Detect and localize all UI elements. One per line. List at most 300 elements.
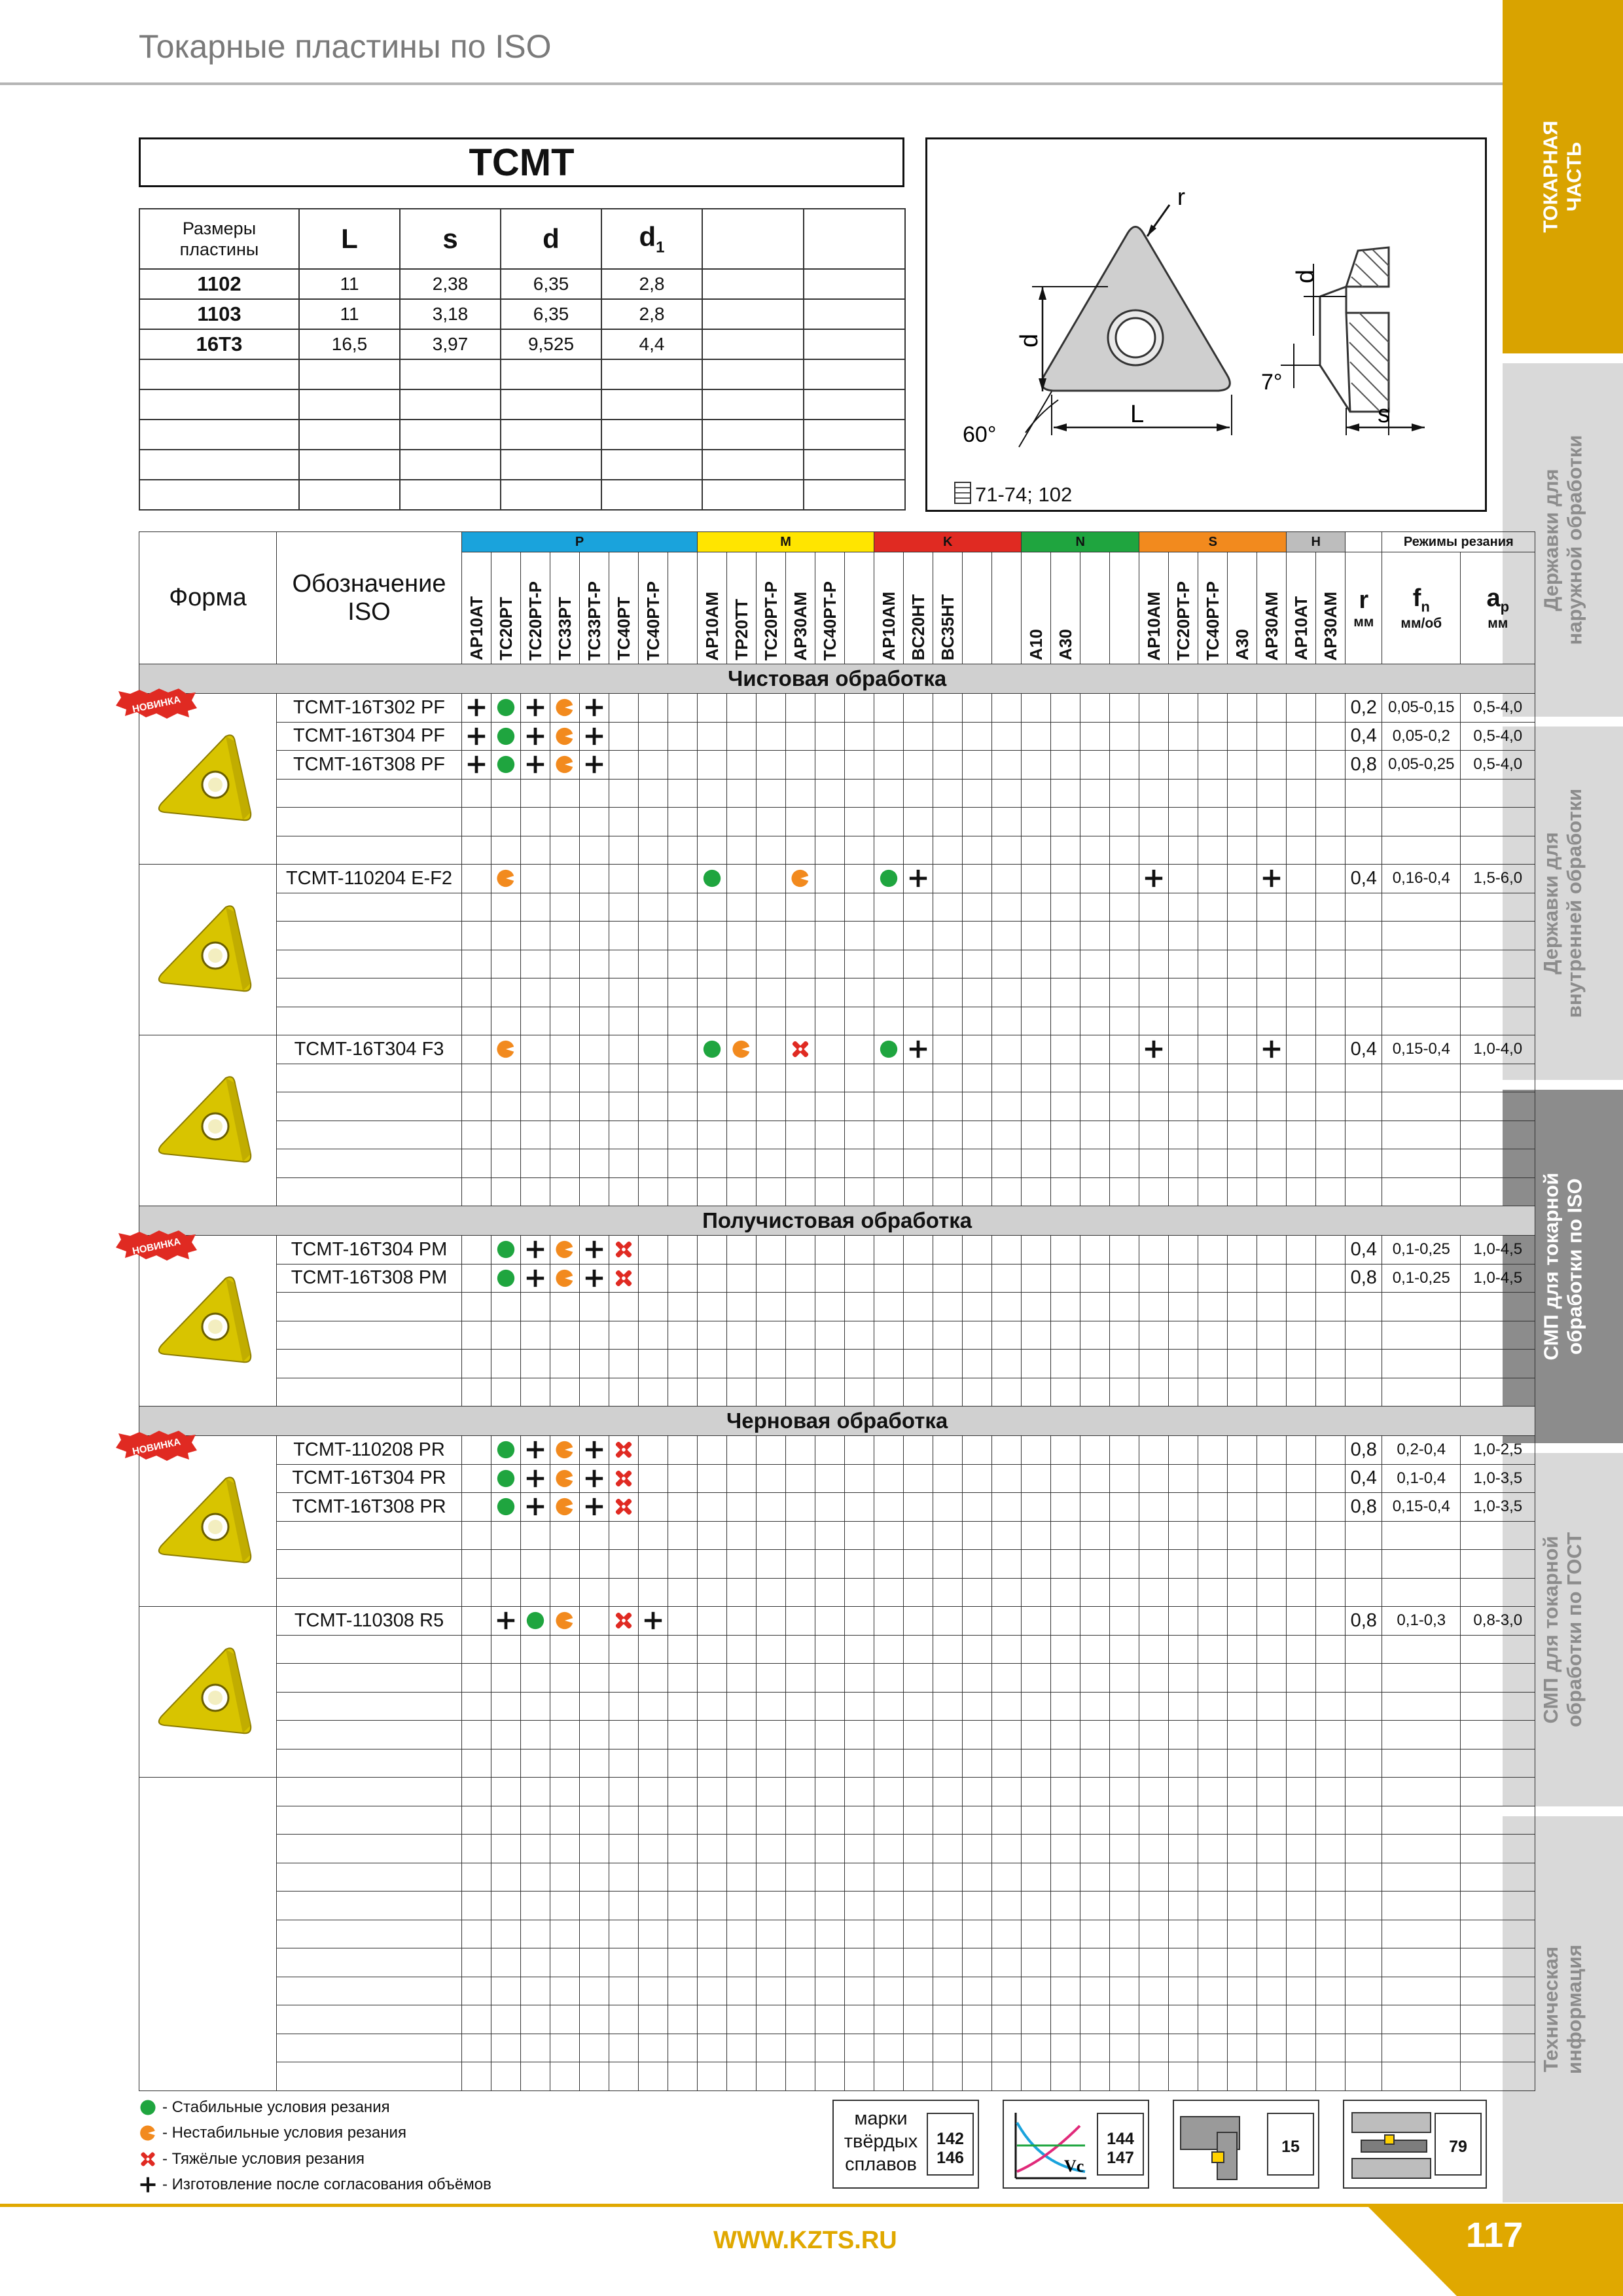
empty-cell: [1461, 1578, 1535, 1607]
grade-mark-cell: [550, 1607, 580, 1636]
fn-value: 0,1-0,4: [1382, 1464, 1461, 1493]
empty-cell: [1198, 1493, 1228, 1522]
empty-cell: [1316, 2062, 1346, 2091]
empty-cell: [874, 751, 904, 780]
form-cell: [139, 1607, 277, 1778]
empty-cell: [1080, 1977, 1110, 2005]
empty-cell: [904, 694, 933, 723]
empty-cell: [400, 359, 501, 389]
empty-cell: [462, 1092, 491, 1121]
size-header-label: Размеры пластины: [139, 209, 299, 269]
grade-mark-cell: [580, 751, 609, 780]
ref-speed-box[interactable]: [1003, 2100, 1149, 2189]
empty-cell: [609, 1321, 639, 1350]
empty-cell: [757, 1493, 786, 1522]
empty-cell: [874, 1892, 904, 1920]
empty-cell: [1051, 1264, 1080, 1293]
empty-cell: [1257, 1064, 1287, 1092]
empty-cell: [815, 1177, 845, 1206]
empty-cell: [1257, 1977, 1287, 2005]
empty-cell: [933, 978, 963, 1007]
empty-cell: [1139, 1806, 1169, 1835]
empty-cell: [815, 1464, 845, 1493]
empty-cell: [845, 1749, 874, 1778]
table-row: [139, 1436, 1535, 1465]
empty-cell: [786, 1607, 815, 1636]
size-row: [139, 329, 905, 359]
empty-cell: [277, 1521, 462, 1550]
empty-cell: [609, 2034, 639, 2062]
ref-external-holder-box[interactable]: [1173, 2100, 1319, 2189]
empty-cell: [1228, 1236, 1257, 1265]
empty-cell: [1228, 1692, 1257, 1721]
empty-cell: [491, 1920, 521, 1948]
empty-cell: [1228, 1436, 1257, 1465]
empty-cell: [1169, 779, 1198, 808]
empty-cell: [845, 1321, 874, 1350]
empty-cell: [1198, 1436, 1228, 1465]
empty-cell: [1139, 893, 1169, 922]
empty-cell: [1198, 1121, 1228, 1149]
empty-cell: [277, 893, 462, 922]
size-row: [139, 269, 905, 299]
empty-cell: [1198, 1578, 1228, 1607]
empty-cell: [1287, 2062, 1316, 2091]
empty-cell: [1110, 922, 1139, 950]
empty-cell: [1461, 1721, 1535, 1749]
empty-cell: [1198, 751, 1228, 780]
empty-cell: [609, 1892, 639, 1920]
size-value: 6,35: [501, 299, 601, 329]
empty-cell: [963, 779, 992, 808]
ap-value: 0,5-4,0: [1461, 722, 1535, 751]
empty-cell: [874, 1948, 904, 1977]
empty-cell: [1461, 922, 1535, 950]
empty-cell: [1316, 1863, 1346, 1892]
empty-cell: [1257, 1664, 1287, 1693]
empty-cell: [904, 1064, 933, 1092]
empty-cell: [933, 1007, 963, 1035]
empty-cell: [698, 1664, 727, 1693]
empty-cell: [1382, 1177, 1461, 1206]
empty-cell: [1382, 1121, 1461, 1149]
grade-mark-cell: [491, 1607, 521, 1636]
empty-cell: [1139, 978, 1169, 1007]
ap-value: 1,0-2,5: [1461, 1436, 1535, 1465]
empty-cell: [1382, 1149, 1461, 1178]
empty-cell: [1287, 1550, 1316, 1579]
empty-cell: [1022, 1436, 1051, 1465]
empty-cell: [815, 1635, 845, 1664]
empty-cell: [963, 865, 992, 893]
empty-cell: [668, 1236, 698, 1265]
empty-cell: [1382, 2005, 1461, 2034]
empty-cell: [609, 751, 639, 780]
grade-header: [1110, 552, 1139, 664]
empty-cell: [1080, 1007, 1110, 1035]
heavy-conditions-icon: [613, 1268, 634, 1289]
empty-cell: [400, 420, 501, 450]
empty-cell: [1316, 1778, 1346, 1806]
empty-cell: [1257, 751, 1287, 780]
empty-cell: [668, 694, 698, 723]
empty-cell: [845, 1493, 874, 1522]
on-request-icon: [584, 1239, 605, 1260]
empty-cell: [874, 2034, 904, 2062]
empty-cell: [1346, 1550, 1382, 1579]
empty-cell: [757, 1664, 786, 1693]
table-row: [139, 1064, 1535, 1092]
empty-cell: [1139, 1121, 1169, 1149]
empty-cell: [933, 1350, 963, 1378]
empty-cell: [757, 865, 786, 893]
iso-designation: TCMT-110208 PR: [277, 1436, 462, 1465]
website-link[interactable]: WWW.KZTS.RU: [713, 2227, 897, 2254]
empty-cell: [698, 1149, 727, 1178]
empty-cell: [1198, 1550, 1228, 1579]
empty-cell: [815, 1863, 845, 1892]
ref-grades-box[interactable]: марки твёрдых сплавов 142 146: [832, 2100, 979, 2189]
empty-cell: [668, 1264, 698, 1293]
empty-cell: [639, 779, 668, 808]
empty-cell: [1110, 1035, 1139, 1064]
empty-cell: [1051, 779, 1080, 808]
empty-cell: [1169, 1236, 1198, 1265]
empty-cell: [1461, 1321, 1535, 1350]
empty-cell: [462, 2062, 491, 2091]
unstable-conditions-icon: [554, 754, 575, 775]
empty-cell: [874, 1121, 904, 1149]
empty-cell: [727, 1721, 757, 1749]
empty-cell: [1169, 1692, 1198, 1721]
empty-cell: [1346, 2034, 1382, 2062]
size-row: [139, 359, 905, 389]
empty-cell: [550, 1835, 580, 1863]
empty-cell: [668, 1350, 698, 1378]
empty-cell: [1022, 1721, 1051, 1749]
empty-cell: [639, 865, 668, 893]
empty-cell: [786, 836, 815, 865]
empty-cell: [702, 450, 804, 480]
empty-cell: [904, 751, 933, 780]
empty-cell: [609, 1749, 639, 1778]
empty-cell: [757, 1920, 786, 1948]
grade-mark-cell: [521, 751, 550, 780]
empty-cell: [963, 1778, 992, 1806]
grade-mark-cell: [1139, 1035, 1169, 1064]
empty-cell: [874, 1721, 904, 1749]
iso-designation: TCMT-16T308 PF: [277, 751, 462, 780]
empty-cell: [727, 836, 757, 865]
empty-cell: [1051, 950, 1080, 978]
grade-mark-cell: [491, 1464, 521, 1493]
grade-mark-cell: [550, 1493, 580, 1522]
empty-cell: [550, 1521, 580, 1550]
grade-mark-cell: [550, 722, 580, 751]
empty-cell: [1316, 1749, 1346, 1778]
empty-cell: [698, 1092, 727, 1121]
empty-cell: [1051, 1092, 1080, 1121]
empty-cell: [491, 1721, 521, 1749]
stable-conditions-icon: [495, 754, 516, 775]
on-request-icon: [1143, 868, 1164, 889]
on-request-icon: [466, 754, 487, 775]
empty-cell: [462, 893, 491, 922]
stable-conditions-icon: [878, 868, 899, 889]
empty-cell: [815, 1920, 845, 1948]
empty-cell: [698, 1892, 727, 1920]
table-row: [139, 1493, 1535, 1522]
empty-cell: [462, 836, 491, 865]
empty-cell: [1228, 1035, 1257, 1064]
empty-cell: [1051, 694, 1080, 723]
grade-header: TC40PT-P: [639, 552, 668, 664]
empty-cell: [550, 1007, 580, 1035]
empty-cell: [698, 1464, 727, 1493]
table-row: [139, 2034, 1535, 2062]
empty-cell: [609, 779, 639, 808]
empty-cell: [1169, 1378, 1198, 1407]
empty-cell: [668, 1321, 698, 1350]
empty-cell: [1382, 836, 1461, 865]
empty-cell: [277, 1806, 462, 1835]
empty-cell: [786, 1778, 815, 1806]
empty-cell: [1287, 1863, 1316, 1892]
empty-cell: [786, 1149, 815, 1178]
empty-cell: [1287, 1092, 1316, 1121]
empty-cell: [580, 1578, 609, 1607]
ref-internal-holder-box[interactable]: [1343, 2100, 1487, 2189]
empty-cell: [1198, 1664, 1228, 1693]
empty-cell: [1198, 2034, 1228, 2062]
empty-cell: [462, 1436, 491, 1465]
empty-cell: [698, 1806, 727, 1835]
empty-cell: [874, 1293, 904, 1321]
empty-cell: [757, 779, 786, 808]
empty-cell: [1228, 922, 1257, 950]
empty-cell: [786, 1863, 815, 1892]
empty-cell: [609, 1293, 639, 1321]
empty-cell: [491, 1177, 521, 1206]
empty-cell: [1110, 1578, 1139, 1607]
empty-cell: [462, 1177, 491, 1206]
empty-cell: [786, 1835, 815, 1863]
empty-cell: [786, 1749, 815, 1778]
empty-cell: [1346, 1863, 1382, 1892]
ap-value: 1,0-4,5: [1461, 1264, 1535, 1293]
grade-mark-cell: [521, 722, 550, 751]
empty-cell: [1346, 1121, 1382, 1149]
empty-cell: [874, 808, 904, 836]
empty-cell: [1316, 922, 1346, 950]
empty-cell: [727, 1521, 757, 1550]
empty-cell: [904, 1948, 933, 1977]
empty-cell: [804, 420, 905, 450]
empty-cell: [757, 1607, 786, 1636]
empty-cell: [757, 950, 786, 978]
empty-cell: [702, 389, 804, 420]
empty-cell: [668, 1892, 698, 1920]
empty-cell: [521, 1378, 550, 1407]
empty-cell: [491, 1007, 521, 1035]
empty-cell: [1316, 1977, 1346, 2005]
empty-cell: [668, 1863, 698, 1892]
empty-cell: [462, 1035, 491, 1064]
empty-cell: [727, 1635, 757, 1664]
empty-cell: [491, 1806, 521, 1835]
section-header-row: [139, 1407, 1535, 1436]
empty-cell: [1228, 2005, 1257, 2034]
empty-cell: [1228, 1293, 1257, 1321]
empty-cell: [550, 893, 580, 922]
col-header-empty: [702, 209, 804, 269]
empty-cell: [1257, 1721, 1287, 1749]
grade-header: AP10AM: [874, 552, 904, 664]
size-row: [139, 450, 905, 480]
empty-cell: [1287, 1977, 1316, 2005]
empty-cell: [933, 1721, 963, 1749]
empty-cell: [904, 1664, 933, 1693]
empty-cell: [580, 1350, 609, 1378]
empty-cell: [299, 389, 400, 420]
empty-cell: [277, 1721, 462, 1749]
empty-cell: [845, 1121, 874, 1149]
empty-cell: [639, 1521, 668, 1550]
empty-cell: [1198, 1692, 1228, 1721]
table-row: [139, 1007, 1535, 1035]
empty-cell: [1382, 1521, 1461, 1550]
empty-cell: [1110, 1778, 1139, 1806]
header-rule: [0, 82, 1503, 85]
grade-mark-cell: [491, 1436, 521, 1465]
empty-cell: [757, 1521, 786, 1550]
empty-cell: [786, 1892, 815, 1920]
stable-conditions-icon: [495, 1439, 516, 1460]
empty-cell: [601, 420, 702, 450]
on-request-icon: [643, 1610, 664, 1631]
empty-cell: [1228, 836, 1257, 865]
empty-cell: [904, 893, 933, 922]
empty-cell: [1316, 1892, 1346, 1920]
empty-cell: [757, 1092, 786, 1121]
empty-cell: [992, 694, 1022, 723]
empty-cell: [1228, 1521, 1257, 1550]
empty-cell: [277, 1064, 462, 1092]
empty-cell: [874, 1635, 904, 1664]
empty-cell: [992, 1493, 1022, 1522]
empty-cell: [1110, 1092, 1139, 1121]
empty-cell: [698, 1521, 727, 1550]
iso-designation: TCMT-16T304 PF: [277, 722, 462, 751]
empty-cell: [462, 1064, 491, 1092]
empty-cell: [1346, 1664, 1382, 1693]
empty-cell: [1287, 1948, 1316, 1977]
ap-header: $a_p$ мм: [1461, 552, 1535, 664]
empty-cell: [933, 1149, 963, 1178]
empty-cell: [845, 694, 874, 723]
empty-cell: [1110, 2034, 1139, 2062]
empty-cell: [1382, 779, 1461, 808]
empty-cell: [702, 329, 804, 359]
side-tab-1[interactable]: [1503, 0, 1623, 353]
unstable-conditions-icon: [554, 1268, 575, 1289]
size-code: 1102: [139, 269, 299, 299]
empty-cell: [933, 1607, 963, 1636]
empty-cell: [992, 978, 1022, 1007]
empty-cell: [1316, 1007, 1346, 1035]
empty-cell: [727, 1835, 757, 1863]
unstable-conditions-icon: [554, 1439, 575, 1460]
empty-cell: [1051, 2005, 1080, 2034]
empty-cell: [1169, 1749, 1198, 1778]
empty-cell: [462, 1236, 491, 1265]
empty-cell: [845, 2062, 874, 2091]
empty-cell: [521, 836, 550, 865]
empty-cell: [1080, 1149, 1110, 1178]
empty-cell: [786, 978, 815, 1007]
empty-cell: [786, 1293, 815, 1321]
grade-header: TC40PT: [609, 552, 639, 664]
empty-cell: [904, 1092, 933, 1121]
empty-cell: [1110, 779, 1139, 808]
empty-cell: [992, 1464, 1022, 1493]
empty-cell: [786, 1321, 815, 1350]
on-request-icon: [584, 1496, 605, 1517]
empty-cell: [1228, 1721, 1257, 1749]
empty-cell: [668, 1835, 698, 1863]
drawing-page-ref: 71-74; 102: [954, 482, 1072, 507]
empty-cell: [639, 1692, 668, 1721]
empty-cell: [815, 922, 845, 950]
empty-cell: [815, 1035, 845, 1064]
empty-cell: [933, 1892, 963, 1920]
empty-cell: [757, 1064, 786, 1092]
empty-cell: [1022, 950, 1051, 978]
empty-cell: [1316, 722, 1346, 751]
empty-cell: [1346, 1721, 1382, 1749]
empty-cell: [1139, 1493, 1169, 1522]
empty-cell: [992, 1436, 1022, 1465]
empty-cell: [668, 1149, 698, 1178]
empty-cell: [698, 1264, 727, 1293]
empty-cell: [815, 1378, 845, 1407]
internal-holder-icon: [1348, 2106, 1433, 2185]
empty-cell: [757, 1464, 786, 1493]
empty-cell: [757, 2005, 786, 2034]
empty-cell: [845, 1607, 874, 1636]
empty-cell: [757, 1635, 786, 1664]
empty-cell: [963, 1835, 992, 1863]
empty-cell: [550, 1149, 580, 1178]
empty-cell: [1287, 1293, 1316, 1321]
empty-cell: [609, 1035, 639, 1064]
empty-cell: [1051, 2062, 1080, 2091]
section-title: Черновая обработка: [139, 1407, 1535, 1436]
empty-cell: [1382, 1778, 1461, 1806]
empty-cell: [904, 1977, 933, 2005]
empty-cell: [757, 2062, 786, 2091]
empty-cell: [639, 1350, 668, 1378]
empty-cell: [698, 694, 727, 723]
empty-cell: [521, 1721, 550, 1749]
empty-cell: [815, 1064, 845, 1092]
empty-cell: [698, 1293, 727, 1321]
iso-designation: TCMT-16T304 PM: [277, 1236, 462, 1265]
empty-cell: [601, 389, 702, 420]
unstable-conditions-icon: [554, 1496, 575, 1517]
empty-cell: [904, 1264, 933, 1293]
empty-cell: [1316, 1149, 1346, 1178]
